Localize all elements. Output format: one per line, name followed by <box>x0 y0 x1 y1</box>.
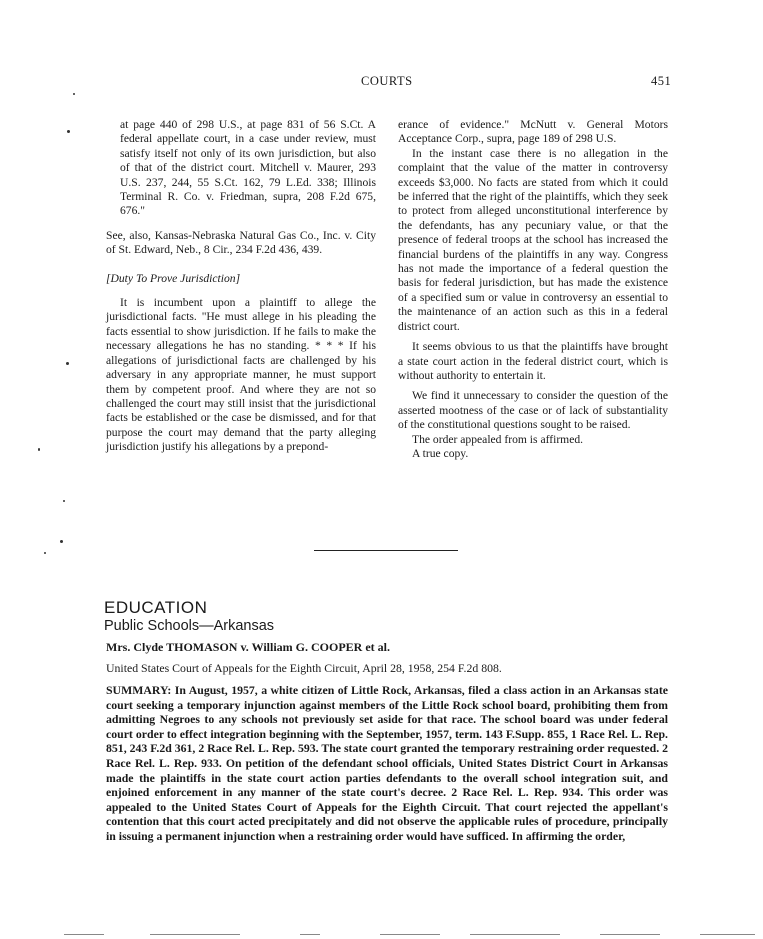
running-head <box>0 74 763 90</box>
body-paragraph: It is incumbent upon a plaintiff to allege the jurisdictional facts. "He must allege in his pleading the facts essential to show jurisdiction. If he fails to make the necessary allegations he has no standing. * * * If his allegations of jurisdictional facts are challenged by his adversary in any appropriate manner, he must support them by competent proof. And where they are not so challenged the court may still insist that the jurisdictional facts be established or the case be dismissed, and for that purpose the court may demand that the party alleging jurisdiction justify his allegations by a prepond- <box>106 296 376 454</box>
continued-text: erance of evidence." McNutt v. General Motors Acceptance Corp., supra, page 189 of 298 U.S. <box>398 118 668 146</box>
scan-edge-line <box>380 934 440 935</box>
scan-edge-line <box>150 934 240 935</box>
case-summary: SUMMARY: In August, 1957, a white citizen of Little Rock, Arkansas, filed a class action in an Arkansas state court seeking a temporary injunction against members of the Little Rock school board, prohibiting them from admitting Negroes to any schools not previously set aside for that race. The school board was under federal court order to effect integration beginning with the September, 1957, term. 143 F.Supp. 855, 1 Race Rel. L. Rep. 851, 243 F.2d 361, 2 Race Rel. L. Rep. 593. The state court granted the temporary restraining order requested. 2 Race Rel. L. Rep. 933. On petition of the defendant school officials, United States District Court in Arkansas made the plaintiffs in the state court action parties defendants to the overall school integration suit, and enjoined enforcement in any manner of the state court's decree. 2 Race Rel. L. Rep. 934. This order was appealed to the United States Court of Appeals for the Eighth Circuit. That court rejected the appellant's contention that this court acted precipitately and did not observe the applicable rules of procedure, principally in issuing a permanent injunction when a restraining order would have sufficed. In affirming the order, <box>106 683 668 843</box>
scan-speck <box>44 552 46 554</box>
scan-edge-line <box>700 934 755 935</box>
right-column <box>398 118 668 461</box>
scan-speck <box>66 362 69 365</box>
body-paragraph: The order appealed from is affirmed. <box>412 432 584 446</box>
running-head-title: COURTS <box>361 74 413 88</box>
section-subtitle: Public Schools—Arkansas <box>104 618 275 634</box>
court-citation: United States Court of Appeals for the Eighth Circuit, April 28, 1958, 254 F.2d 808. <box>106 661 502 675</box>
block-quote: at page 440 of 298 U.S., at page 831 of 56 S.Ct. A federal appellate court, in a case under review, must satisfy itself not only of its own jurisdiction, but also of that of the district court. Mitchell v. Maurer, 293 U.S. 237, 244, 55 S.Ct. 162, 79 L.Ed. 338; Illinois Terminal R. Co. v. Friedman, supra, 208 F.2d 675, 676." <box>120 118 376 218</box>
scan-edge-line <box>600 934 660 935</box>
scan-speck <box>73 93 75 95</box>
page-number: 451 <box>651 74 672 88</box>
section-divider <box>314 550 458 551</box>
body-paragraph: A true copy. <box>412 446 469 460</box>
body-paragraph: It seems obvious to us that the plaintiffs have brought a state court action in the federal district court, which is without authority to entertain it. <box>398 340 668 382</box>
scan-edge-line <box>470 934 560 935</box>
left-column <box>106 118 376 455</box>
subheading: [Duty To Prove Jurisdiction] <box>106 271 241 285</box>
body-paragraph: We find it unnecessary to consider the question of the asserted mootness of the case or of lack of substantiality of the constitutional questions sought to be raised. <box>398 389 668 432</box>
scan-edge-line <box>300 934 320 935</box>
body-paragraph: In the instant case there is no allegation in the complaint that the value of the matter in controversy exceeds $3,000. No facts are stated from which it could be inferred that the right of the plaintiffs, which they seek to protect from alleged unconstitutional interference by the defendants, has any pecuniary value, or that the presence of federal troops at the school has increased the financial burdens of the plaintiffs in any way. Congress has not made the importance of a federal question the basis for federal jurisdiction, but has made the existence of a specified sum or value in controversy an essential to the maintenance of an action such as this in a federal district court. <box>398 146 668 333</box>
scan-speck <box>67 130 70 133</box>
see-also-citation: See, also, Kansas-Nebraska Natural Gas Co., Inc. v. City of St. Edward, Neb., 8 Cir., 234 F.2d 436, 439. <box>106 228 376 257</box>
scan-speck <box>38 448 40 451</box>
scan-speck <box>63 500 65 502</box>
scan-edge-line <box>64 934 104 935</box>
scan-speck <box>60 540 63 543</box>
section-title: EDUCATION <box>104 598 208 617</box>
case-title: Mrs. Clyde THOMASON v. William G. COOPER et al. <box>106 640 391 654</box>
